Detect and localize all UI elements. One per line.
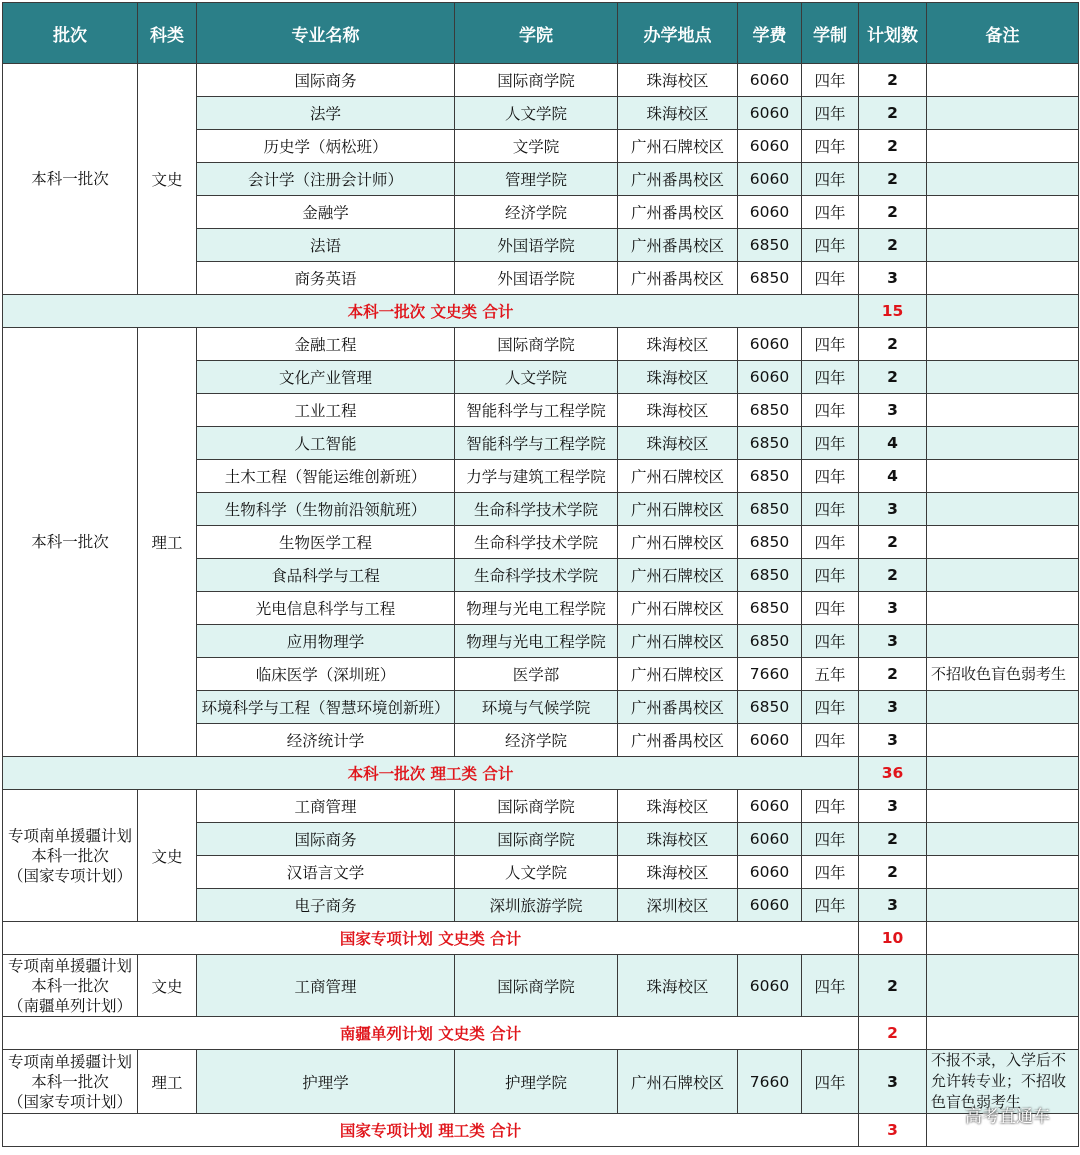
years-cell: 四年 [802,97,859,130]
fee-cell: 6850 [738,460,802,493]
location-cell: 广州番禺校区 [618,229,738,262]
note-cell [927,955,1079,1017]
subtotal-note-cell [927,757,1079,790]
table-row [3,790,1079,823]
plan-cell: 3 [859,1050,927,1114]
college-cell: 物理与光电工程学院 [455,592,618,625]
note-cell [927,724,1079,757]
college-cell: 国际商学院 [455,328,618,361]
college-cell: 环境与气候学院 [455,691,618,724]
note-cell [927,889,1079,922]
location-cell: 珠海校区 [618,64,738,97]
batch-cell: 专项南单援疆计划 本科一批次 （国家专项计划） [3,790,138,922]
location-cell: 珠海校区 [618,394,738,427]
fee-cell: 6850 [738,493,802,526]
subtotal-row [3,1017,1079,1050]
fee-cell: 6850 [738,262,802,295]
plan-cell: 2 [859,130,927,163]
college-cell: 智能科学与工程学院 [455,427,618,460]
college-cell: 人文学院 [455,97,618,130]
plan-cell: 2 [859,97,927,130]
location-cell: 珠海校区 [618,823,738,856]
location-cell: 广州石牌校区 [618,658,738,691]
fee-cell: 6850 [738,592,802,625]
note-cell: 不招收色盲色弱考生 [927,658,1079,691]
fee-cell: 6850 [738,559,802,592]
header-batch: 批次 [3,3,138,64]
location-cell: 广州石牌校区 [618,592,738,625]
subtotal-label: 本科一批次 理工类 合计 [3,757,859,790]
enrollment-plan-table [2,2,1079,1147]
major-cell: 生物医学工程 [197,526,455,559]
note-cell [927,493,1079,526]
subtotal-value: 2 [859,1017,927,1050]
subtotal-label: 本科一批次 文史类 合计 [3,295,859,328]
category-cell: 文史 [138,790,197,922]
header-major: 专业名称 [197,3,455,64]
plan-cell: 2 [859,856,927,889]
major-cell: 土木工程（智能运维创新班） [197,460,455,493]
category-cell: 文史 [138,64,197,295]
note-cell [927,856,1079,889]
college-cell: 国际商学院 [455,790,618,823]
years-cell: 四年 [802,691,859,724]
major-cell: 环境科学与工程（智慧环境创新班） [197,691,455,724]
note-cell [927,625,1079,658]
location-cell: 广州番禺校区 [618,724,738,757]
major-cell: 商务英语 [197,262,455,295]
major-cell: 法学 [197,97,455,130]
years-cell: 四年 [802,790,859,823]
table-row [3,64,1079,97]
college-cell: 国际商学院 [455,955,618,1017]
plan-cell: 3 [859,724,927,757]
subtotal-row [3,757,1079,790]
major-cell: 生物科学（生物前沿领航班） [197,493,455,526]
header-location: 办学地点 [618,3,738,64]
note-cell [927,559,1079,592]
category-cell: 文史 [138,955,197,1017]
years-cell: 四年 [802,823,859,856]
note-cell [927,130,1079,163]
subtotal-value: 36 [859,757,927,790]
table-header-row [3,3,1079,64]
major-cell: 汉语言文学 [197,856,455,889]
header-plan: 计划数 [859,3,927,64]
header-years: 学制 [802,3,859,64]
location-cell: 深圳校区 [618,889,738,922]
years-cell: 四年 [802,460,859,493]
location-cell: 广州石牌校区 [618,130,738,163]
years-cell: 四年 [802,526,859,559]
header-note: 备注 [927,3,1079,64]
plan-cell: 2 [859,658,927,691]
location-cell: 广州石牌校区 [618,526,738,559]
fee-cell: 6850 [738,394,802,427]
location-cell: 广州番禺校区 [618,163,738,196]
location-cell: 珠海校区 [618,856,738,889]
plan-cell: 3 [859,889,927,922]
subtotal-label: 国家专项计划 文史类 合计 [3,922,859,955]
fee-cell: 6060 [738,97,802,130]
major-cell: 应用物理学 [197,625,455,658]
location-cell: 广州石牌校区 [618,493,738,526]
location-cell: 珠海校区 [618,361,738,394]
years-cell: 四年 [802,493,859,526]
fee-cell: 6850 [738,526,802,559]
location-cell: 珠海校区 [618,427,738,460]
major-cell: 历史学（炳松班） [197,130,455,163]
note-cell [927,823,1079,856]
location-cell: 珠海校区 [618,790,738,823]
years-cell: 五年 [802,658,859,691]
note-cell: 不报不录，入学后不允许转专业；不招收色盲色弱考生 [927,1050,1079,1114]
years-cell: 四年 [802,361,859,394]
plan-cell: 2 [859,163,927,196]
college-cell: 护理学院 [455,1050,618,1114]
college-cell: 生命科学技术学院 [455,526,618,559]
subtotal-label: 南疆单列计划 文史类 合计 [3,1017,859,1050]
fee-cell: 6850 [738,625,802,658]
plan-cell: 4 [859,460,927,493]
years-cell: 四年 [802,229,859,262]
header-category: 科类 [138,3,197,64]
years-cell: 四年 [802,856,859,889]
note-cell [927,361,1079,394]
years-cell: 四年 [802,196,859,229]
table-row [3,328,1079,361]
header-college: 学院 [455,3,618,64]
note-cell [927,460,1079,493]
years-cell: 四年 [802,559,859,592]
years-cell: 四年 [802,163,859,196]
major-cell: 会计学（注册会计师） [197,163,455,196]
batch-cell: 专项南单援疆计划 本科一批次 （南疆单列计划） [3,955,138,1017]
college-cell: 人文学院 [455,361,618,394]
table-row [3,955,1079,1017]
fee-cell: 6060 [738,328,802,361]
location-cell: 广州石牌校区 [618,559,738,592]
plan-cell: 2 [859,361,927,394]
batch-cell: 本科一批次 [3,328,138,757]
major-cell: 护理学 [197,1050,455,1114]
major-cell: 国际商务 [197,64,455,97]
category-cell: 理工 [138,328,197,757]
subtotal-value: 10 [859,922,927,955]
major-cell: 人工智能 [197,427,455,460]
subtotal-row [3,295,1079,328]
years-cell: 四年 [802,1050,859,1114]
major-cell: 工商管理 [197,790,455,823]
major-cell: 食品科学与工程 [197,559,455,592]
plan-cell: 2 [859,229,927,262]
fee-cell: 6060 [738,64,802,97]
plan-cell: 3 [859,493,927,526]
note-cell [927,97,1079,130]
years-cell: 四年 [802,724,859,757]
location-cell: 广州石牌校区 [618,1050,738,1114]
note-cell [927,163,1079,196]
fee-cell: 6060 [738,856,802,889]
plan-cell: 2 [859,328,927,361]
fee-cell: 6060 [738,823,802,856]
college-cell: 国际商学院 [455,64,618,97]
location-cell: 广州石牌校区 [618,460,738,493]
fee-cell: 6060 [738,130,802,163]
subtotal-note-cell [927,1017,1079,1050]
watermark-text: 高考直通车 [965,1107,1050,1127]
college-cell: 生命科学技术学院 [455,493,618,526]
location-cell: 珠海校区 [618,328,738,361]
major-cell: 金融学 [197,196,455,229]
major-cell: 工业工程 [197,394,455,427]
fee-cell: 6060 [738,955,802,1017]
college-cell: 深圳旅游学院 [455,889,618,922]
plan-cell: 3 [859,592,927,625]
college-cell: 人文学院 [455,856,618,889]
note-cell [927,592,1079,625]
years-cell: 四年 [802,889,859,922]
major-cell: 金融工程 [197,328,455,361]
plan-cell: 3 [859,262,927,295]
plan-cell: 3 [859,625,927,658]
plan-cell: 2 [859,64,927,97]
college-cell: 国际商学院 [455,823,618,856]
fee-cell: 6060 [738,196,802,229]
major-cell: 临床医学（深圳班） [197,658,455,691]
years-cell: 四年 [802,394,859,427]
fee-cell: 7660 [738,1050,802,1114]
fee-cell: 6060 [738,361,802,394]
fee-cell: 6060 [738,724,802,757]
location-cell: 广州石牌校区 [618,625,738,658]
major-cell: 光电信息科学与工程 [197,592,455,625]
years-cell: 四年 [802,955,859,1017]
subtotal-value: 3 [859,1114,927,1147]
college-cell: 生命科学技术学院 [455,559,618,592]
note-cell [927,229,1079,262]
batch-cell: 本科一批次 [3,64,138,295]
college-cell: 医学部 [455,658,618,691]
college-cell: 物理与光电工程学院 [455,625,618,658]
location-cell: 广州番禺校区 [618,196,738,229]
major-cell: 文化产业管理 [197,361,455,394]
plan-cell: 2 [859,559,927,592]
college-cell: 经济学院 [455,196,618,229]
plan-cell: 2 [859,196,927,229]
note-cell [927,196,1079,229]
subtotal-value: 15 [859,295,927,328]
header-fee: 学费 [738,3,802,64]
location-cell: 广州番禺校区 [618,262,738,295]
note-cell [927,427,1079,460]
plan-cell: 3 [859,790,927,823]
college-cell: 力学与建筑工程学院 [455,460,618,493]
note-cell [927,790,1079,823]
plan-cell: 2 [859,526,927,559]
fee-cell: 6060 [738,790,802,823]
table-row [3,1050,1079,1114]
batch-cell: 专项南单援疆计划 本科一批次 （国家专项计划） [3,1050,138,1114]
years-cell: 四年 [802,592,859,625]
college-cell: 智能科学与工程学院 [455,394,618,427]
note-cell [927,328,1079,361]
years-cell: 四年 [802,262,859,295]
major-cell: 电子商务 [197,889,455,922]
fee-cell: 6060 [738,889,802,922]
subtotal-note-cell [927,295,1079,328]
major-cell: 工商管理 [197,955,455,1017]
fee-cell: 6850 [738,229,802,262]
location-cell: 广州番禺校区 [618,691,738,724]
major-cell: 法语 [197,229,455,262]
college-cell: 外国语学院 [455,262,618,295]
college-cell: 经济学院 [455,724,618,757]
major-cell: 经济统计学 [197,724,455,757]
college-cell: 文学院 [455,130,618,163]
major-cell: 国际商务 [197,823,455,856]
plan-cell: 3 [859,394,927,427]
note-cell [927,691,1079,724]
plan-cell: 2 [859,955,927,1017]
note-cell [927,64,1079,97]
subtotal-row [3,922,1079,955]
category-cell: 理工 [138,1050,197,1114]
subtotal-label: 国家专项计划 理工类 合计 [3,1114,859,1147]
plan-cell: 4 [859,427,927,460]
fee-cell: 6850 [738,427,802,460]
years-cell: 四年 [802,328,859,361]
fee-cell: 6060 [738,163,802,196]
plan-cell: 2 [859,823,927,856]
note-cell [927,262,1079,295]
college-cell: 管理学院 [455,163,618,196]
note-cell [927,394,1079,427]
subtotal-row [3,1114,1079,1147]
years-cell: 四年 [802,427,859,460]
college-cell: 外国语学院 [455,229,618,262]
years-cell: 四年 [802,64,859,97]
fee-cell: 6850 [738,691,802,724]
note-cell [927,526,1079,559]
subtotal-note-cell [927,922,1079,955]
location-cell: 珠海校区 [618,97,738,130]
years-cell: 四年 [802,130,859,163]
location-cell: 珠海校区 [618,955,738,1017]
fee-cell: 7660 [738,658,802,691]
years-cell: 四年 [802,625,859,658]
plan-cell: 3 [859,691,927,724]
